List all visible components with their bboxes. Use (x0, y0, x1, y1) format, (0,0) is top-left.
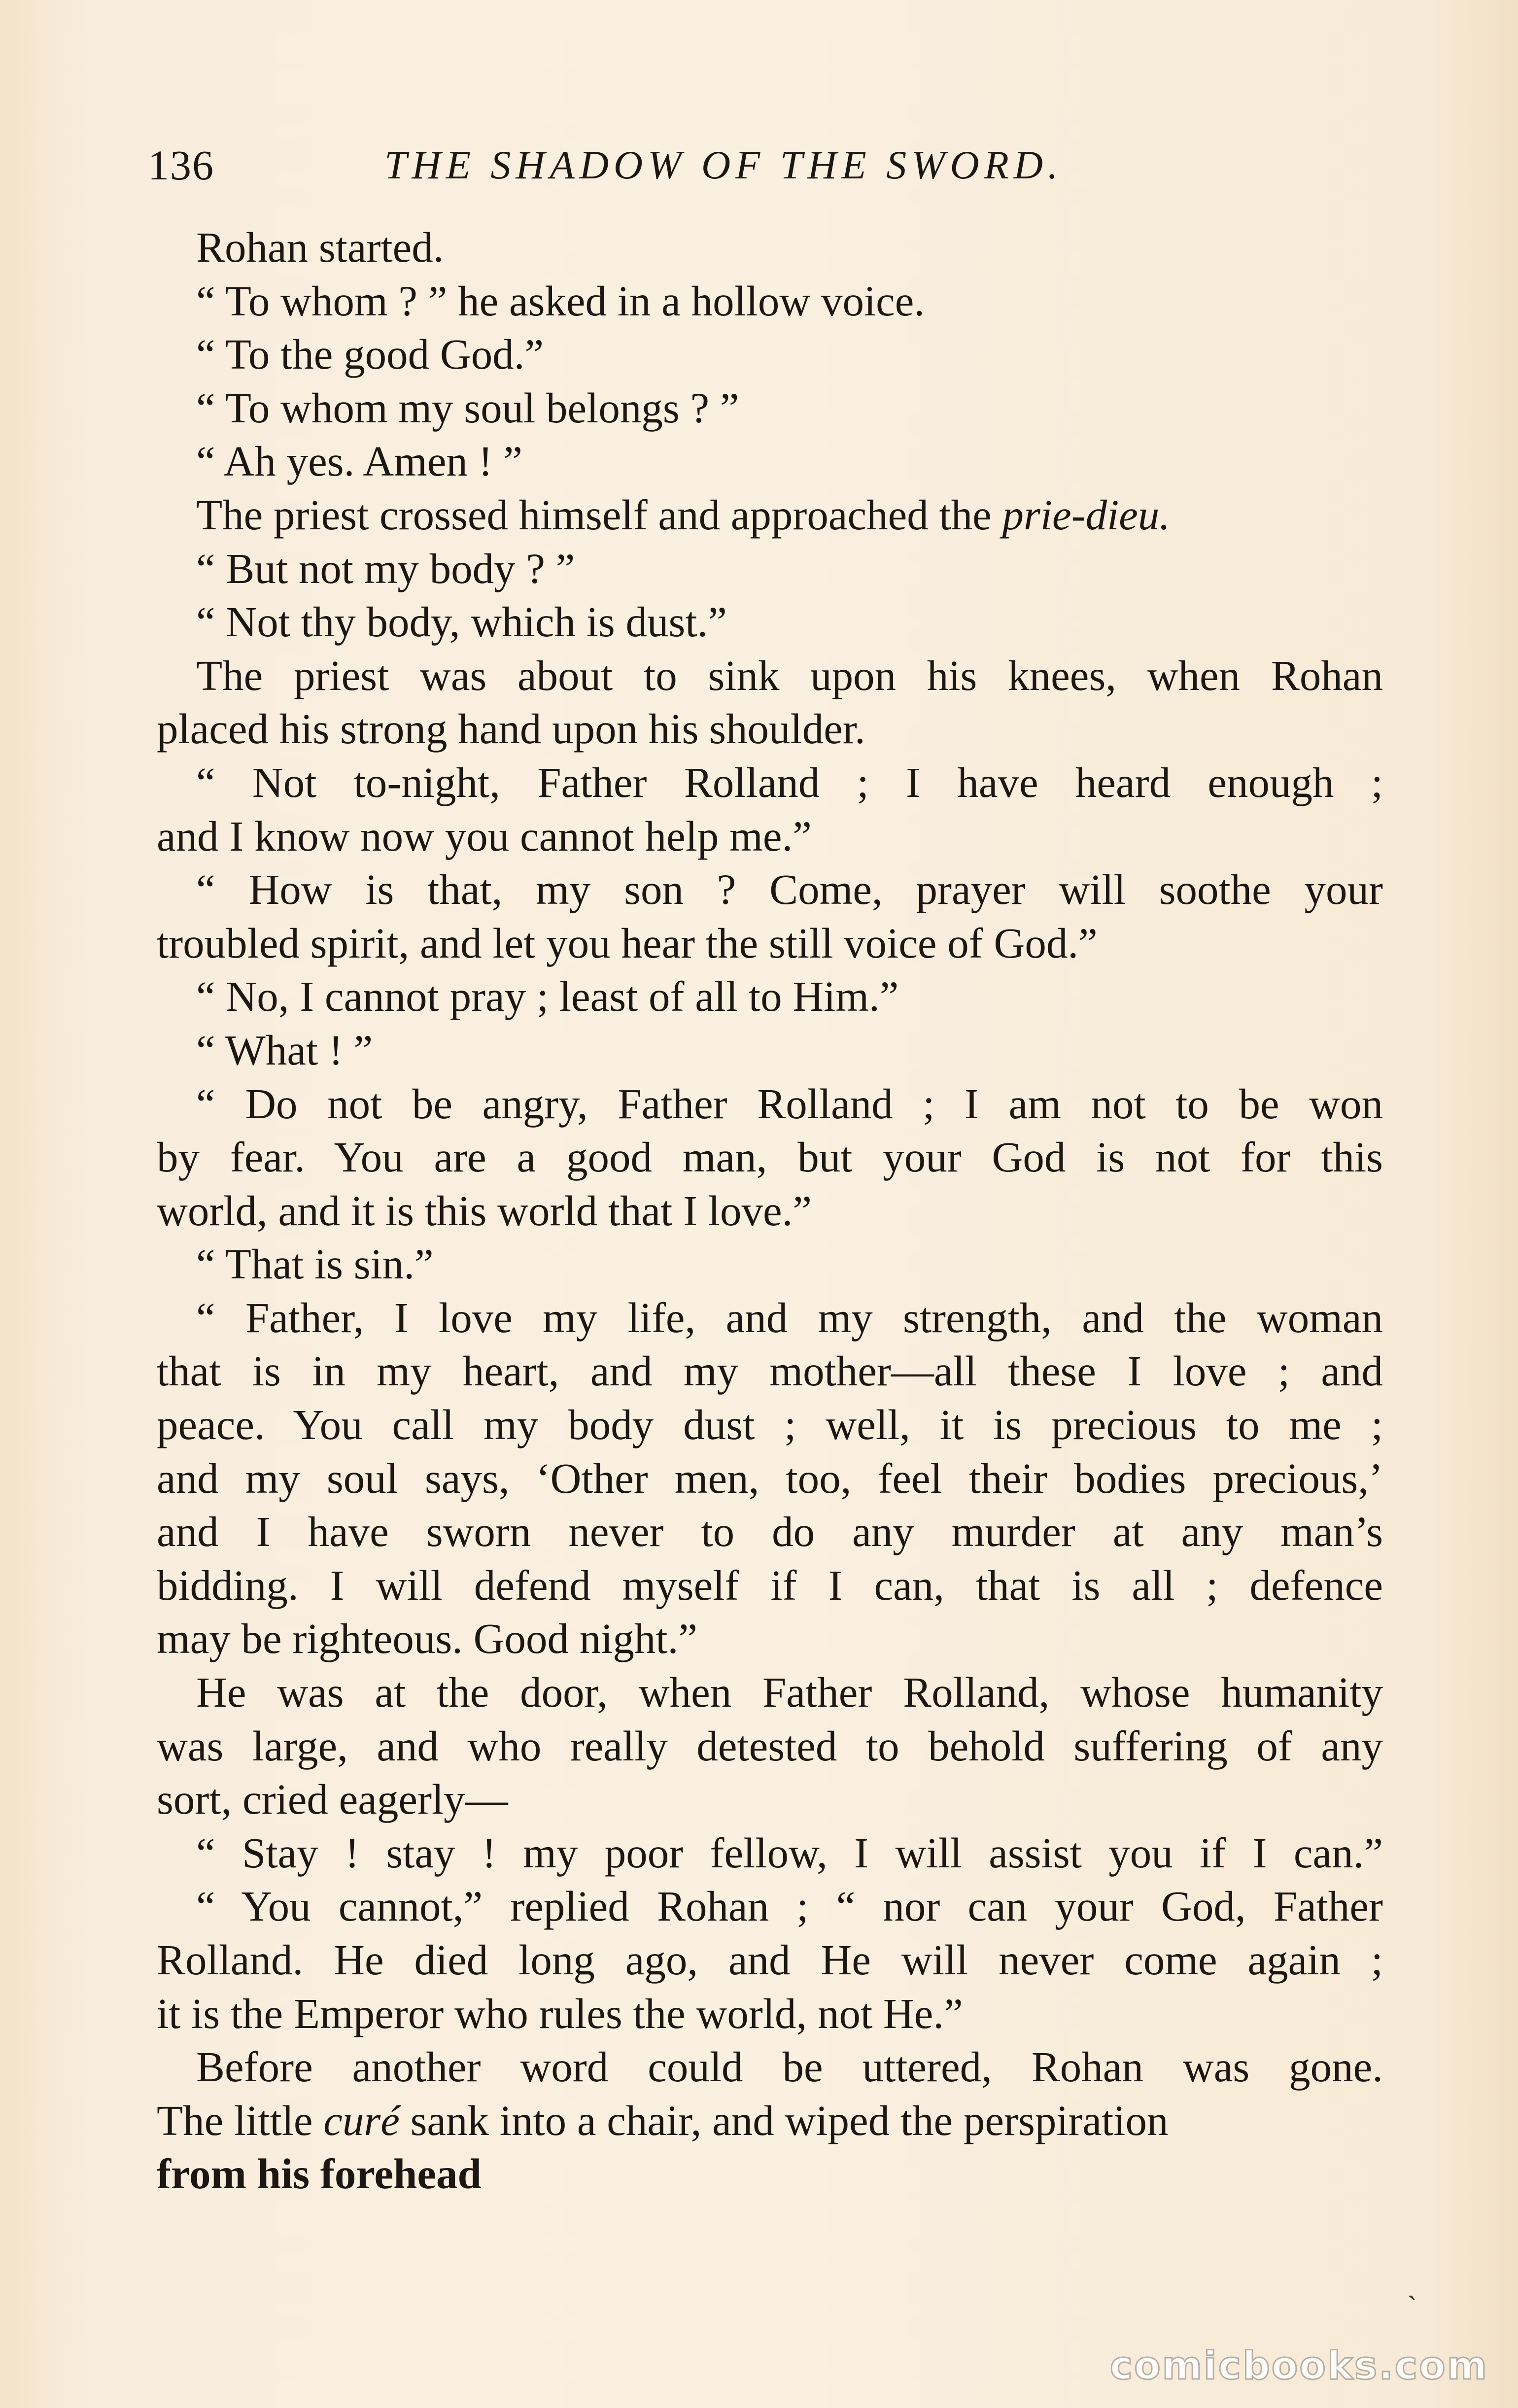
print-speck: ˎ (1407, 2268, 1417, 2300)
text-line: may be righteous. Good night.” (157, 1615, 697, 1663)
text-line: by fear. You are a good man, but your God is not for this (157, 1133, 1383, 1181)
text-line: He was at the door, when Father Rolland, whose humanity (196, 1668, 1383, 1717)
text-line: troubled spirit, and let you hear the still voice of God.” (157, 919, 1098, 967)
text-line: from his forehead (157, 2150, 482, 2198)
text-line: Rolland. He died long ago, and He will never come again ; (157, 1936, 1383, 1984)
text-line: “ Stay ! stay ! my poor fellow, I will assist you if I can.” (196, 1828, 1383, 1877)
text-line: Before another word could be uttered, Rohan was gone. (196, 2043, 1383, 2091)
text-line: bidding. I will defend myself if I can, that is all ; defence (157, 1561, 1383, 1609)
text-line: Rohan started. (196, 223, 444, 271)
text-line: “ Father, I love my life, and my strength, and the woman (196, 1293, 1383, 1342)
italic-term-cure: curé (323, 2096, 400, 2144)
text-line: “ To the good God.” (196, 330, 544, 378)
text-line: and I know now you cannot help me.” (157, 812, 812, 860)
text-line: “ Not to-night, Father Rolland ; I have heard enough ; (196, 758, 1383, 806)
text-line: “ How is that, my son ? Come, prayer will soothe your (196, 865, 1383, 914)
text-line: “ That is sin.” (196, 1240, 434, 1288)
text-line (157, 488, 1383, 542)
watermark: comicbooks.com (1109, 2344, 1488, 2388)
text-line: world, and it is this world that I love.” (157, 1186, 812, 1235)
text-line: and my soul says, ‘Other men, too, feel their bodies precious,’ (157, 1454, 1383, 1502)
text-line: “ What ! ” (196, 1026, 373, 1074)
text-segment: sank into a chair, and wiped the perspiration (399, 2096, 1169, 2144)
page-number: 136 (148, 141, 214, 189)
text-line: “ But not my body ? ” (196, 544, 575, 592)
text-line: and I have sworn never to do any murder at any man’s (157, 1508, 1383, 1556)
text-line: “ To whom my soul belongs ? ” (196, 383, 739, 432)
text-line: it is the Emperor who rules the world, not He.” (157, 1989, 963, 2037)
text-line: was large, and who really detested to behold suffering of any (157, 1721, 1383, 1770)
page-header (148, 133, 1380, 197)
text-line (157, 2094, 1383, 2148)
text-line: “ Ah yes. Amen ! ” (196, 437, 523, 485)
text-line: peace. You call my body dust ; well, it is precious to me ; (157, 1401, 1383, 1449)
text-line: “ Do not be angry, Father Rolland ; I am not to be won (196, 1079, 1383, 1128)
body-text (157, 221, 1383, 2201)
text-line: placed his strong hand upon his shoulder. (157, 705, 865, 753)
text-line: “ You cannot,” replied Rohan ; “ nor can your God, Father (196, 1882, 1383, 1930)
italic-term-prie-dieu: prie-dieu. (1002, 490, 1171, 539)
text-line: “ No, I cannot pray ; least of all to Him.” (196, 972, 899, 1021)
text-line: sort, cried eagerly— (157, 1775, 508, 1823)
text-line: The priest was about to sink upon his knees, when Rohan (196, 651, 1383, 699)
text-line: “ Not thy body, which is dust.” (196, 598, 727, 646)
text-segment: The little (157, 2096, 324, 2144)
text-line: “ To whom ? ” he asked in a hollow voice. (196, 276, 925, 325)
text-line: that is in my heart, and my mother—all these I love ; and (157, 1347, 1383, 1395)
running-title: THE SHADOW OF THE SWORD. (384, 142, 1063, 187)
text-segment: The priest crossed himself and approached the (196, 490, 1002, 539)
